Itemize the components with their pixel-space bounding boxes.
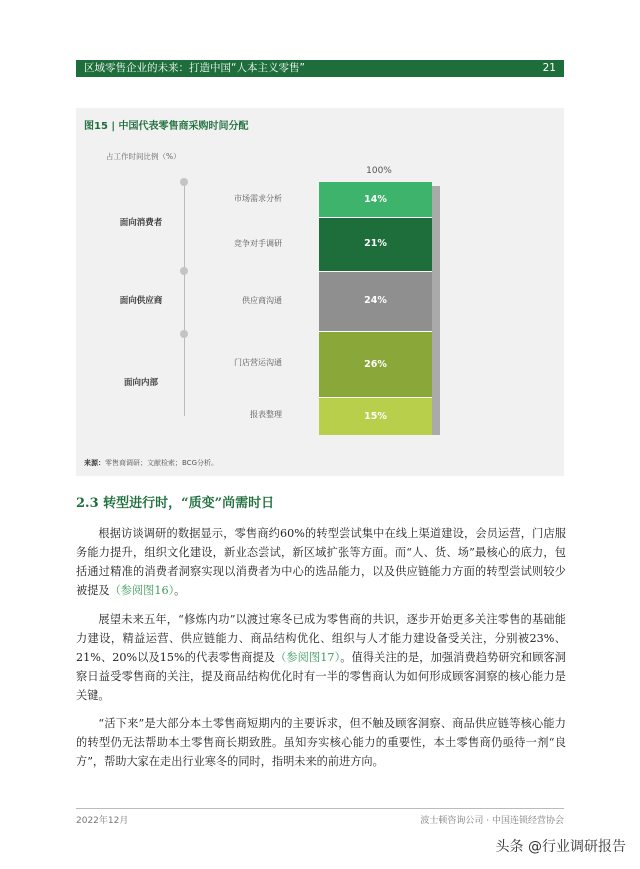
bar-segment: [319, 397, 432, 435]
item-label: 市场需求分析: [234, 194, 282, 203]
header-bar: [76, 60, 564, 77]
group-label-consumer: 面向消费者: [119, 218, 163, 228]
paragraph-1: 根据访谈调研的数据显示，零售商约60%的转型尝试集中在线上渠道建设，会员运营，门店服务能力提升，组织文化建设，新业态尝试，新区域扩张等方面。而“人、货、场”最核心的底力，包括通过精准的消费者洞察实现以消费者为中心的选品能力，以及供应链能力方面的转型尝试则较少被提及（参阅图16）。: [76, 527, 566, 597]
footer-publisher: 波士顿咨询公司 · 中国连锁经营协会: [420, 816, 564, 826]
figure-15: [76, 108, 564, 476]
ref-figure-17[interactable]: （参阅图17）: [275, 651, 341, 664]
total-label: 100%: [366, 166, 392, 176]
paragraph-3: “活下来”是大部分本土零售商短期内的主要诉求，但不触及顾客洞察、商品供应链等核心能力的转型仍无法帮助本土零售商长期致胜。虽知夯实核心能力的重要性，本土零售商仍亟待一剂“良方”，帮助大家在走出行业寒冬的同时，指明未来的前进方向。: [76, 717, 566, 768]
bar-side-shadow: [432, 186, 440, 435]
bar-value-label: 14%: [364, 194, 387, 206]
watermark: 头条 @行业调研报告: [495, 839, 626, 855]
item-label: 报表整理: [250, 410, 282, 419]
footer-divider: [76, 808, 564, 809]
bar-value-label: 21%: [364, 238, 387, 250]
page-number: 21: [542, 62, 556, 74]
bar-gap: [319, 397, 432, 398]
header-title: 区域零售企业的未来：打造中国“人本主义零售”: [84, 62, 305, 74]
footer-date: 2022年12月: [76, 816, 129, 826]
item-label: 竞争对手调研: [234, 239, 282, 248]
item-label: 供应商沟通: [242, 296, 282, 305]
section-title: 2.3 转型进行时，“质变”尚需时日: [76, 496, 275, 511]
group-label-supplier: 面向供应商: [119, 296, 163, 306]
group-dot: [180, 267, 188, 275]
group-label-internal: 面向内部: [123, 378, 158, 388]
group-line-consumer: [184, 182, 185, 268]
bar-value-label: 15%: [364, 410, 387, 422]
group-line-internal: [184, 334, 185, 416]
bar-segment: [319, 331, 432, 397]
bar-gap: [319, 217, 432, 218]
ref-figure-16[interactable]: （参阅图16）: [109, 584, 175, 597]
bar-value-label: 26%: [364, 358, 387, 370]
group-dot: [180, 178, 188, 186]
group-line-supplier: [184, 272, 185, 330]
item-label: 门店营运沟通: [234, 358, 282, 367]
paragraph-2: 展望未来五年，“修炼内功”以渡过寒冬已成为零售商的共识，逐步开始更多关注零售的基础能力建设，精益运营、供应链能力、商品结构优化、组织与人才能力建设备受关注，分别被23%、21%、20%以及15%的代表零售商提及（参阅图17）。值得关注的是，加强消费趋势研究和顾客洞察日益受零售商的关注，提及商品结构优化时有一半的零售商认为如何形成顾客洞察的核心能力是关键。: [76, 613, 566, 702]
bar-value-label: 24%: [364, 295, 387, 307]
unit-label: 占工作时间比例（%）: [106, 152, 181, 161]
bar-segment: [319, 182, 432, 217]
bar-segment: [319, 217, 432, 270]
bar-gap: [319, 331, 432, 332]
group-dot: [180, 330, 188, 338]
figure-title: 图15 | 中国代表零售商采购时间分配: [84, 121, 249, 132]
bar-segment: [319, 271, 432, 332]
figure-source: 来源：零售商调研；文献检索；BCG分析。: [84, 459, 218, 467]
bar-gap: [319, 271, 432, 272]
